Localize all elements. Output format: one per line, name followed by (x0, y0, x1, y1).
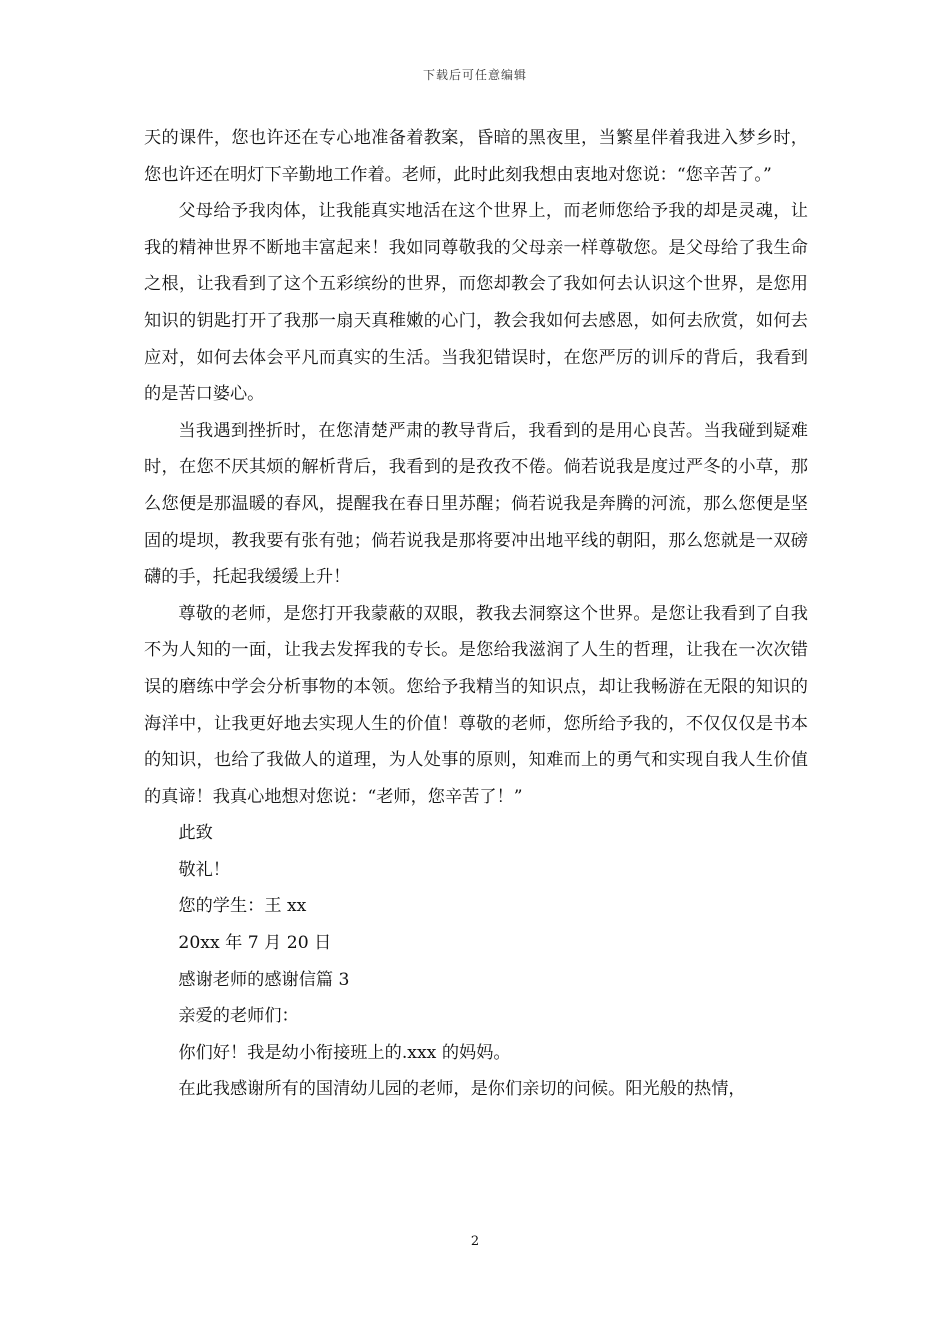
letter-date: 20xx 年 7 月 20 日 (178, 933, 332, 954)
signature-student: 您的学生：王 xx (178, 896, 307, 917)
paragraph-continuation: 天的课件，您也许还在专心地准备着教案，昏暗的黑夜里，当繁星伴着我进入梦乡时，您也许还在明灯下辛勤地工作着。老师，此时此刻我想由衷地对您说：“您辛苦了。” (144, 128, 808, 185)
paragraph-thanks-kindergarten: 在此我感谢所有的国清幼儿园的老师，是你们亲切的问候。阳光般的热情， (178, 1079, 746, 1100)
page-header: 下载后可任意编辑 (422, 68, 527, 82)
paragraph-setbacks: 当我遇到挫折时，在您清楚严肃的教导背后，我看到的是用心良苦。当我碰到疑难时，在您不厌其烦的解析背后，我看到的是孜孜不倦。倘若说我是度过严冬的小草，那么您便是那温暖的春风，提醒我在春日里苏醒；倘若说我是奔腾的河流，那么您便是坚固的堤坝，教我要有张有弛；倘若说我是那将要冲出地平线的朝阳，那么您就是一双磅礴的手，托起我缓缓上升！ (144, 420, 808, 588)
page-number: 2 (470, 1234, 480, 1249)
paragraph-parents-and-teacher: 父母给予我肉体，让我能真实地活在这个世界上，而老师您给予我的却是灵魂，让我的精神世界不断地丰富起来！我如同尊敬我的父母亲一样尊敬您。是父母给了我生命之根，让我看到了这个五彩缤纷的世界，而您却教会了我如何去认识这个世界，是您用知识的钥匙打开了我那一扇天真稚嫩的心门，教会我如何去感恩，如何去欣赏，如何去应对，如何去体会平凡而真实的生活。当我犯错误时，在您严厉的训斥的背后，我看到的是苦口婆心。 (144, 201, 808, 405)
letter-intro: 你们好！我是幼小衔接班上的.xxx 的妈妈。 (178, 1042, 511, 1063)
document-body (144, 120, 808, 1108)
letter-greeting: 亲爱的老师们： (178, 1006, 299, 1027)
section-title: 感谢老师的感谢信篇 3 (178, 969, 350, 990)
closing-regards: 敬礼！ (178, 859, 230, 880)
closing-salutation: 此致 (178, 823, 213, 844)
paragraph-respected-teacher: 尊敬的老师，是您打开我蒙蔽的双眼，教我去洞察这个世界。是您让我看到了自我不为人知的一面，让我去发挥我的专长。是您给我滋润了人生的哲理，让我在一次次错误的磨练中学会分析事物的本领。您给予我精当的知识点，却让我畅游在无限的知识的海洋中，让我更好地去实现人生的价值！尊敬的老师，您所给予我的，不仅仅仅是书本的知识，也给了我做人的道理，为人处事的原则，知难而上的勇气和实现自我人生价值的真谛！我真心地想对您说：“老师，您辛苦了！” (144, 603, 808, 807)
